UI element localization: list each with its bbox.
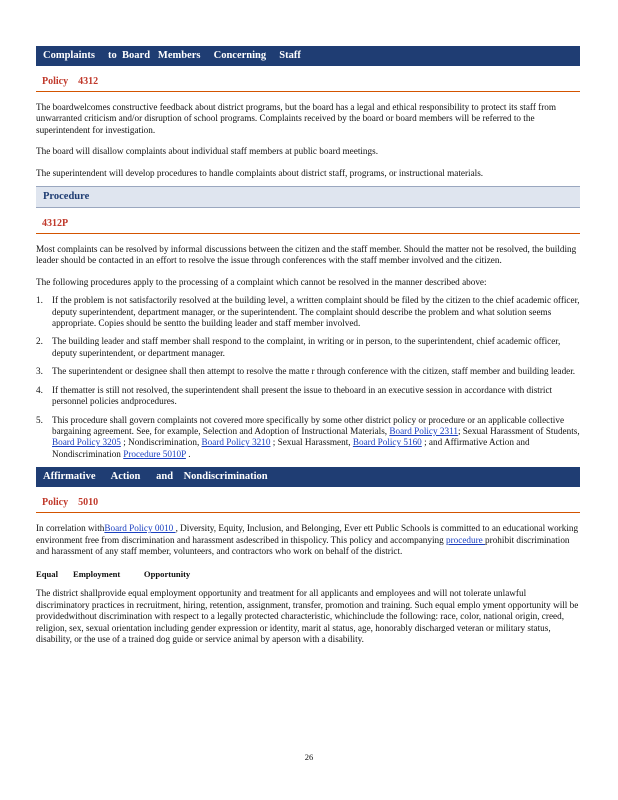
paragraph: In correlation withBoard Policy 0010 , Diversity, Equity, Inclusion, and Belonging, Ever ett Public Schools is committed to an educational working environment free from discrimination and harassment asdescribed in thispolicy. This policy and accompanying procedure prohibit discrimination and harassment of any staff member, volunteers, and contractors who work on behalf of the district.	[36, 523, 579, 556]
policy-number-4312p: 4312P	[36, 208, 580, 234]
list-item: 2. The building leader and staff member shall respond to the complaint, in writing or in person, to the superintendent, chief academic officer, deputy superintendent, or department manager.	[36, 336, 561, 358]
link-board-policy-3210[interactable]: Board Policy 3210	[201, 437, 271, 448]
subheading-equal-employment: Equal Employment Opportunity	[36, 569, 191, 580]
link-board-policy-0010[interactable]: Board Policy 0010	[104, 523, 176, 534]
page-number: 26	[304, 752, 314, 762]
section-header-procedure: Procedure	[36, 186, 580, 208]
paragraph: The board will disallow complaints about individual staff members at public board meetings.	[36, 146, 378, 157]
section-header-complaints: Complaints to Board Members Concerning Staff	[36, 46, 580, 66]
link-procedure-5010p[interactable]: Procedure 5010P	[123, 448, 186, 459]
document-page	[36, 46, 580, 645]
link-procedure[interactable]: procedure	[446, 534, 486, 545]
paragraph: The district shallprovide equal employment opportunity and treatment for all applicants and employees and will not tolerate unlawful discriminatory practices in recruitment, hiring, retention, assignment, transfer, promotion and training. Such equal emplo yment opportunity will be providedwithout discrimination with respect to a legally protected characteristic, whichinclude the following: race, color, national origin, creed, religion, sex, sexual orientation including gender expression or identity, marit al status, age, honorably discharged veteran or military status, disability, or the use of a trained dog guide or service animal by aperson with a disability.	[36, 588, 579, 644]
link-board-policy-5160[interactable]: Board Policy 5160	[352, 437, 422, 448]
policy-number-5010: Policy 5010	[36, 487, 580, 513]
section-header-affirmative-action: Affirmative Action and Nondiscrimination	[36, 467, 580, 487]
paragraph: The superintendent will develop procedures to handle complaints about district staff, programs, or instructional materials.	[36, 167, 484, 178]
list-item: 4. If thematter is still not resolved, the superintendent shall present the issue to theboard in an executive session in accordance with district personnel policies andprocedures.	[36, 384, 553, 407]
paragraph: Most complaints can be resolved by informal discussions between the citizen and the staff member. Should the matter not be resolved, the building leader should be contacted in an effort to resolve the issue through conferences with the staff member involved and the citizen.	[36, 244, 577, 266]
list-item: 1. If the problem is not satisfactorily resolved at the building level, a written complaint should be filed by the citizen to the chief academic officer, deputy superintendent, department manager, or the superintendent. The complaint should describe the problem and what solution seems appropriate. Copies should be sentto the building leader and staff member involved.	[36, 295, 580, 329]
policy-number-4312: Policy 4312	[36, 66, 580, 92]
link-board-policy-2311[interactable]: Board Policy 2311	[389, 425, 458, 436]
list-item: 5. This procedure shall govern complaints not covered more specifically by some other district policy or procedure or an applicable collective bargaining agreement. See, for example, Selection and Adoption of Instructional Materials, Board Policy 2311; Sexual Harassment of Students, Board Policy 3205 ; Nondiscrimination, Board Policy 3210 ; Sexual Harassment, Board Policy 5160 ; and Affirmative Action and Nondiscrimination Procedure 5010P .	[36, 414, 580, 459]
list-item: 3. The superintendent or designee shall then attempt to resolve the matte r through conference with the citizen, staff member and building leader.	[36, 366, 576, 377]
procedure-list	[36, 295, 580, 460]
paragraph: The boardwelcomes constructive feedback about district programs, but the board has a legal and ethical responsibility to protect its staff from unwarranted criticism and/or disruption of school programs. Complaints received by the board or board members will be referred to the superintendent for investigation.	[36, 102, 557, 135]
link-board-policy-3205[interactable]: Board Policy 3205	[52, 437, 121, 448]
paragraph: The following procedures apply to the processing of a complaint which cannot be resolved in the manner described above:	[36, 276, 487, 287]
